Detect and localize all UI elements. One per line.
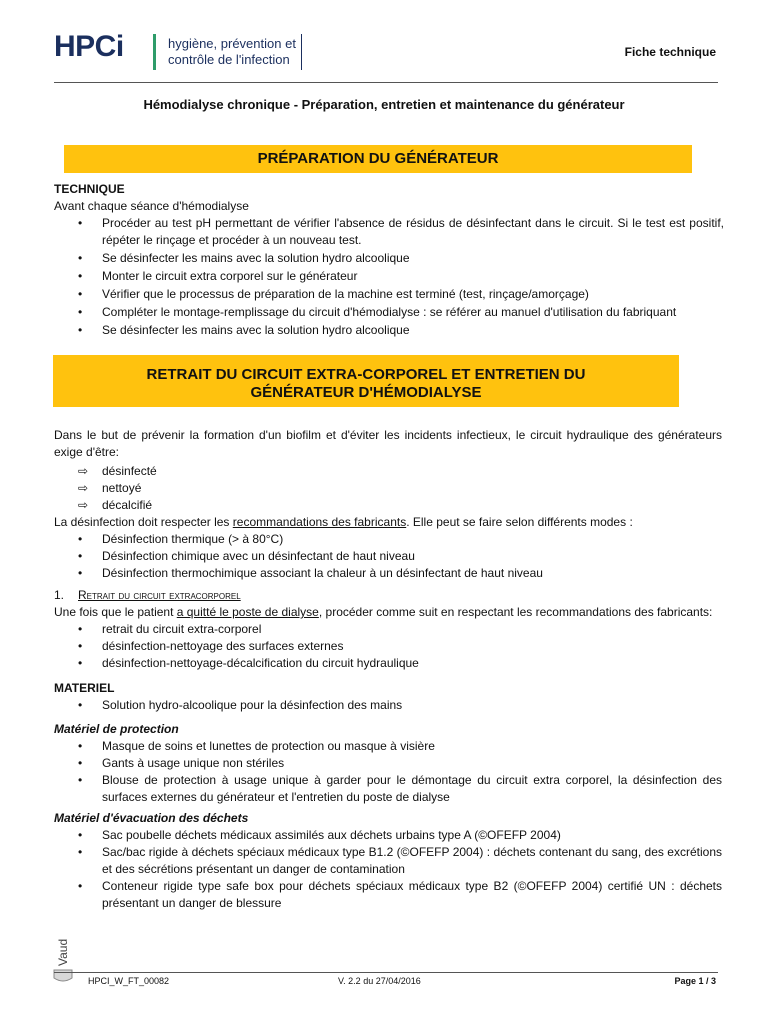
section-banner-preparation: PRÉPARATION DU GÉNÉRATEUR <box>64 145 692 173</box>
list-item: • Vérifier que le processus de préparation de la machine est terminé (test, rinçage/amorçage) <box>78 287 589 301</box>
list-item: • retrait du circuit extra-corporel <box>78 622 262 636</box>
footer-code: HPCI_W_FT_00082 <box>88 976 170 986</box>
canton-vaud-crest-icon <box>52 938 74 984</box>
footer-page: Page 1 / 3 <box>674 976 716 986</box>
logo-divider-right <box>301 34 302 70</box>
banner-line2: GÉNÉRATEUR D'HÉMODIALYSE <box>250 384 482 401</box>
bullet-icon: • <box>78 269 83 283</box>
bullet-icon: • <box>78 287 83 301</box>
list-item: ⇨ désinfecté <box>78 464 157 478</box>
list-item: • Gants à usage unique non stériles <box>78 756 285 770</box>
arrow-right-icon: ⇨ <box>78 498 89 512</box>
materiel-heading: MATERIEL <box>54 681 115 695</box>
list-item: • Sac poubelle déchets médicaux assimilés aux déchets urbains type A (©OFEFP 2004) <box>78 828 561 842</box>
list-item: • Conteneur rigide type safe box pour déchets spéciaux médicaux type B2 (©OFEFP 2004) certifié UN : déchets présentant un danger de blessure <box>78 879 722 910</box>
protection-heading: Matériel de protection <box>54 722 179 736</box>
bullet-icon: • <box>78 622 83 636</box>
dialysis-post-link: a quitté le poste de dialyse <box>176 605 319 619</box>
subsection-intro: Une fois que le patient a quitté le poste de dialyse, procéder comme suit en respectant les recommandations des fabricants: <box>54 605 713 619</box>
section-retrait <box>54 427 722 912</box>
bullet-icon: • <box>78 532 83 546</box>
bullet-icon: • <box>78 845 83 859</box>
bullet-icon: • <box>78 828 83 842</box>
dechets-heading: Matériel d'évacuation des déchets <box>54 811 249 825</box>
logo-tagline-line1: hygiène, prévention et <box>168 36 296 51</box>
protection-list <box>54 738 722 806</box>
bullet-icon: • <box>78 773 83 787</box>
recommendations-link: recommandations des fabricants <box>232 515 407 529</box>
technique-list <box>54 215 724 339</box>
modes-intro: La désinfection doit respecter les recommandations des fabricants. Elle peut se faire selon différents modes : <box>54 515 633 529</box>
list-item: • Solution hydro-alcoolique pour la désinfection des mains <box>78 698 403 712</box>
subsection-number: 1. <box>54 588 65 602</box>
bullet-icon: • <box>78 305 83 319</box>
bullet-icon: • <box>78 323 83 337</box>
list-item: • Masque de soins et lunettes de protection ou masque à visière <box>78 739 435 753</box>
bullet-icon: • <box>78 639 83 653</box>
retrait-intro: Dans le but de prévenir la formation d'un biofilm et d'éviter les incidents infectieux, le circuit hydraulique des générateurs exige d'être: <box>54 428 722 459</box>
list-item: • Désinfection thermochimique associant la chaleur à un désinfectant de haut niveau <box>78 566 543 580</box>
bullet-icon: • <box>78 549 83 563</box>
list-item: • Désinfection thermique (> à 80°C) <box>78 532 284 546</box>
footer-version: V. 2.2 du 27/04/2016 <box>338 976 421 986</box>
arrow-right-icon: ⇨ <box>78 464 89 478</box>
header-rule <box>54 82 718 83</box>
materiel-list <box>54 697 722 714</box>
document-type: Fiche technique <box>624 45 716 59</box>
bullet-icon: • <box>78 756 83 770</box>
bullet-icon: • <box>78 739 83 753</box>
logo-tagline-line2: contrôle de l'infection <box>168 52 290 67</box>
document-title: Hémodialyse chronique - Préparation, entretien et maintenance du générateur <box>143 97 625 112</box>
bullet-icon: • <box>78 698 83 712</box>
banner-line1: RETRAIT DU CIRCUIT EXTRA-CORPOREL ET ENTRETIEN DU <box>146 366 586 383</box>
list-item: • Se désinfecter les mains avec la solution hydro alcoolique <box>78 323 410 337</box>
logo-divider <box>153 34 156 70</box>
technique-intro: Avant chaque séance d'hémodialyse <box>54 199 249 213</box>
list-item: ⇨ décalcifié <box>78 498 153 512</box>
bullet-icon: • <box>78 251 83 265</box>
bullet-icon: • <box>78 216 83 230</box>
list-item: • désinfection-nettoyage-décalcification du circuit hydraulique <box>78 656 419 670</box>
subsection-list <box>54 621 722 672</box>
logo-tagline <box>168 36 296 68</box>
list-item: • Blouse de protection à usage unique à garder pour le démontage du circuit extra corporel, la désinfection des surfaces externes du générateur et l'entretien du poste de dialyse <box>78 773 722 804</box>
hpci-logo: HPCi <box>54 30 124 63</box>
list-item: • Monter le circuit extra corporel sur le générateur <box>78 269 358 283</box>
dechets-list <box>54 827 722 912</box>
list-item: • Procéder au test pH permettant de vérifier l'absence de résidus de désinfectant dans le circuit. Si le test est positif, répéter le rinçage et procéder à un nouveau test. <box>78 216 724 247</box>
arrow-list <box>54 463 722 514</box>
bullet-icon: • <box>78 879 83 893</box>
list-item: ⇨ nettoyé <box>78 481 142 495</box>
svg-text:Vaud: Vaud <box>56 938 70 966</box>
footer-rule <box>54 972 718 973</box>
list-item: • Se désinfecter les mains avec la solution hydro alcoolique <box>78 251 410 265</box>
section-banner-retrait <box>53 355 679 407</box>
technique-heading: TECHNIQUE <box>54 182 125 196</box>
list-item: • Sac/bac rigide à déchets spéciaux médicaux type B1.2 (©OFEFP 2004) : déchets contenant du sang, des excrétions et des sécrétions présentant un danger de contamination <box>78 845 722 876</box>
bullet-icon: • <box>78 566 83 580</box>
section-preparation <box>54 181 724 339</box>
arrow-right-icon: ⇨ <box>78 481 89 495</box>
modes-list <box>54 531 722 582</box>
list-item: • Désinfection chimique avec un désinfectant de haut niveau <box>78 549 415 563</box>
list-item: • Compléter le montage-remplissage du circuit d'hémodialyse : se référer au manuel d'utilisation du fabriquant <box>78 305 677 319</box>
list-item: • désinfection-nettoyage des surfaces externes <box>78 639 344 653</box>
subsection-title <box>54 587 722 604</box>
bullet-icon: • <box>78 656 83 670</box>
subsection-label: Retrait du circuit extracorporel <box>78 588 241 602</box>
